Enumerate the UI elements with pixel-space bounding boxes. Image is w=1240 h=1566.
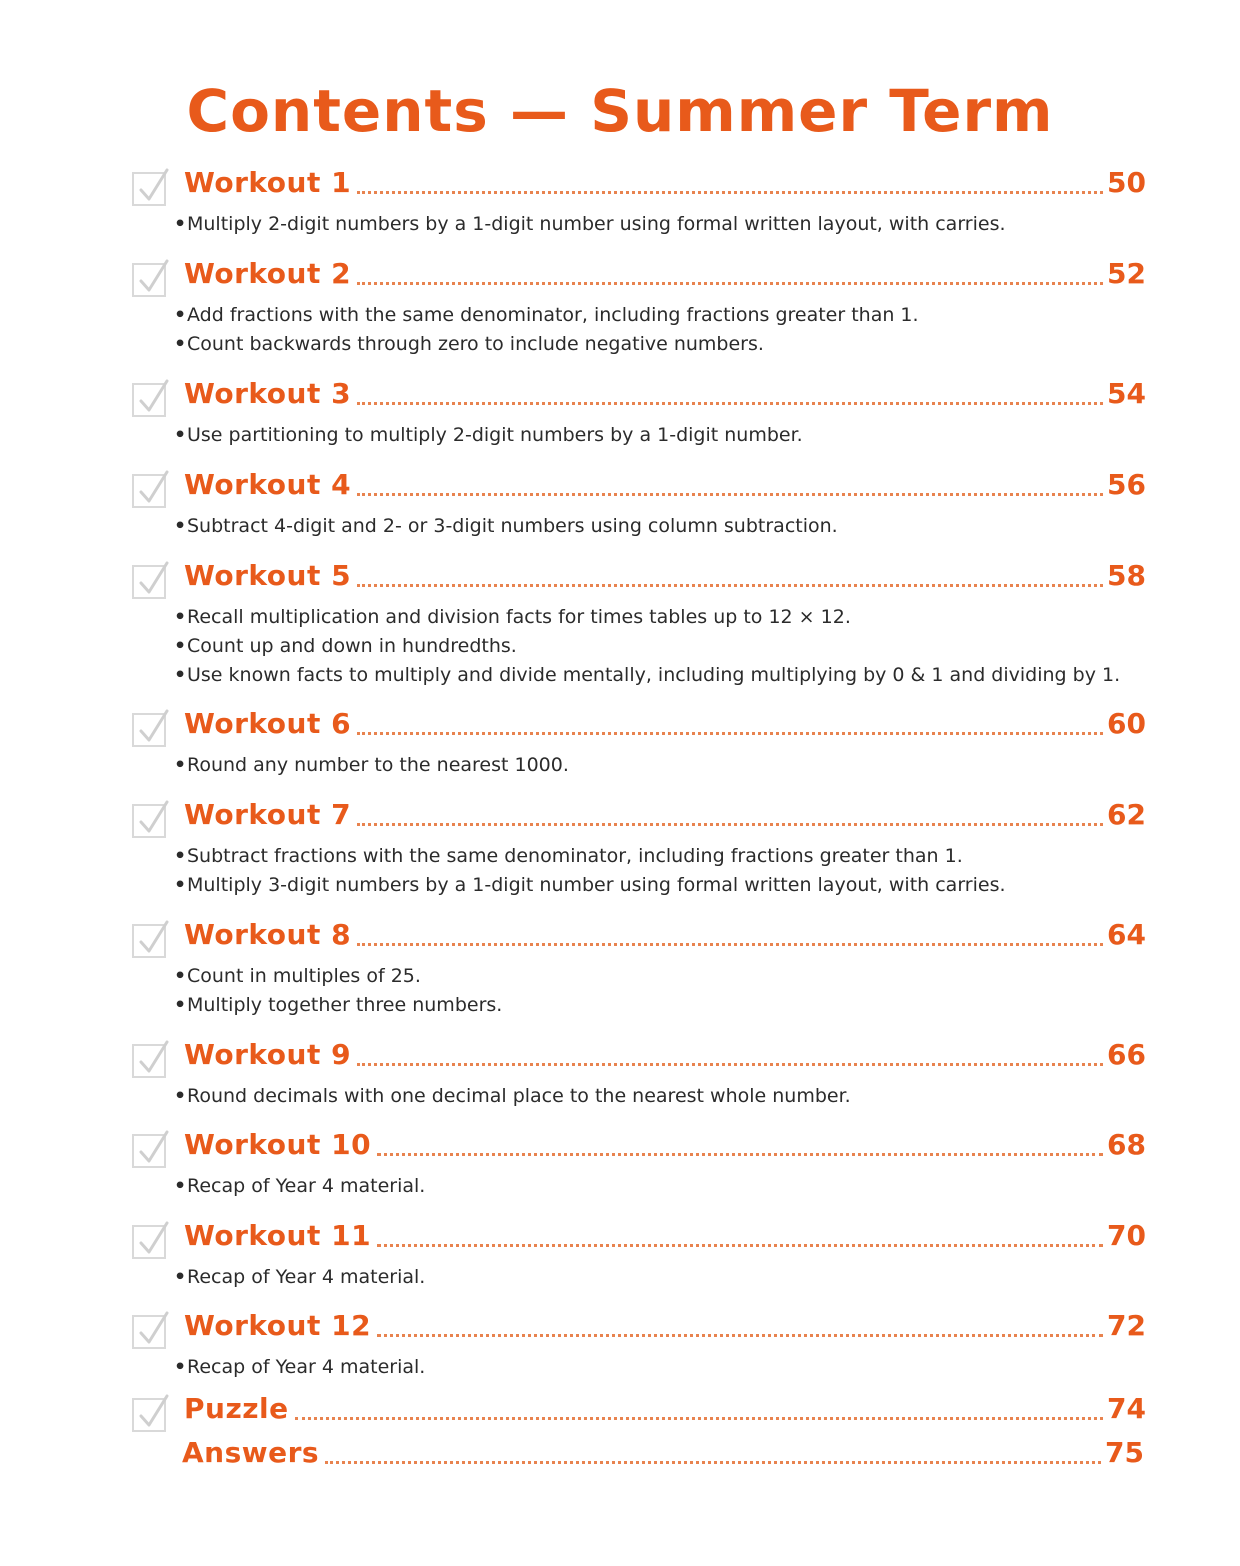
dot-leader bbox=[295, 1417, 1103, 1420]
page-number: 64 bbox=[1107, 918, 1146, 951]
check-mark-icon bbox=[137, 1130, 171, 1168]
dot-leader bbox=[357, 402, 1103, 405]
entry-heading[interactable] bbox=[184, 918, 1146, 960]
dot-leader bbox=[357, 1063, 1103, 1066]
entry-bullets bbox=[174, 842, 1006, 900]
check-mark-icon bbox=[137, 470, 171, 508]
bullet-text: Recall multiplication and division facts for times tables up to 12 × 12. bbox=[187, 606, 851, 628]
page-number: 54 bbox=[1107, 377, 1146, 410]
bullet-item bbox=[174, 632, 1120, 661]
entry-bullets bbox=[174, 421, 803, 450]
checkbox-icon[interactable] bbox=[132, 474, 166, 508]
entry-bullets bbox=[174, 1263, 425, 1292]
dot-leader bbox=[357, 584, 1103, 587]
check-mark-icon bbox=[137, 259, 171, 297]
entry-heading[interactable] bbox=[184, 1309, 1146, 1351]
page-number: 62 bbox=[1107, 798, 1146, 831]
bullet-dot: • bbox=[174, 874, 187, 896]
checkbox-icon[interactable] bbox=[132, 1134, 166, 1168]
checkbox-icon[interactable] bbox=[132, 172, 166, 206]
entry-title: Workout 10 bbox=[184, 1128, 372, 1161]
entry-bullets bbox=[174, 301, 919, 359]
entry-bullets bbox=[174, 962, 502, 1020]
bullet-dot: • bbox=[174, 333, 187, 355]
entry-heading[interactable] bbox=[184, 707, 1146, 749]
bullet-item bbox=[174, 512, 838, 541]
check-mark-icon bbox=[137, 1311, 171, 1349]
page-number: 58 bbox=[1107, 559, 1146, 592]
entry-bullets bbox=[174, 603, 1120, 690]
bullet-text: Count backwards through zero to include negative numbers. bbox=[187, 333, 764, 355]
entry-bullets bbox=[174, 1082, 851, 1111]
checkbox-icon[interactable] bbox=[132, 924, 166, 958]
entry-heading[interactable] bbox=[184, 1392, 1146, 1434]
checkbox-icon[interactable] bbox=[132, 713, 166, 747]
entry-title: Workout 2 bbox=[184, 257, 352, 290]
bullet-dot: • bbox=[174, 754, 187, 776]
dot-leader bbox=[357, 493, 1103, 496]
entry-title: Answers bbox=[182, 1436, 320, 1469]
page-title: Contents — Summer Term bbox=[186, 77, 1054, 145]
page-number: 56 bbox=[1107, 468, 1146, 501]
check-mark-icon bbox=[137, 1221, 171, 1259]
bullet-item bbox=[174, 1172, 425, 1201]
entry-heading[interactable] bbox=[184, 1219, 1146, 1261]
check-mark-icon bbox=[137, 379, 171, 417]
entry-bullets bbox=[174, 210, 1006, 239]
bullet-dot: • bbox=[174, 304, 187, 326]
bullet-text: Use partitioning to multiply 2-digit numbers by a 1-digit number. bbox=[187, 424, 803, 446]
entry-title: Workout 4 bbox=[184, 468, 352, 501]
bullet-item bbox=[174, 1263, 425, 1292]
page-number: 68 bbox=[1107, 1128, 1146, 1161]
page-number: 75 bbox=[1105, 1436, 1144, 1469]
dot-leader bbox=[377, 1334, 1103, 1337]
check-mark-icon bbox=[137, 800, 171, 838]
bullet-item bbox=[174, 421, 803, 450]
entry-bullets bbox=[174, 512, 838, 541]
bullet-item bbox=[174, 1082, 851, 1111]
entry-title: Workout 9 bbox=[184, 1038, 352, 1071]
page-number: 50 bbox=[1107, 166, 1146, 199]
entry-heading[interactable] bbox=[184, 1128, 1146, 1170]
entry-heading[interactable] bbox=[184, 1038, 1146, 1080]
entry-title: Puzzle bbox=[184, 1392, 289, 1425]
entry-heading[interactable] bbox=[184, 559, 1146, 601]
page-number: 74 bbox=[1107, 1392, 1146, 1425]
checkbox-icon[interactable] bbox=[132, 383, 166, 417]
bullet-text: Add fractions with the same denominator, including fractions greater than 1. bbox=[187, 304, 919, 326]
bullet-item bbox=[174, 962, 502, 991]
bullet-item bbox=[174, 661, 1120, 690]
page-number: 72 bbox=[1107, 1309, 1146, 1342]
check-mark-icon bbox=[137, 1040, 171, 1078]
bullet-item bbox=[174, 330, 919, 359]
entry-heading[interactable] bbox=[184, 377, 1146, 419]
bullet-text: Subtract fractions with the same denominator, including fractions greater than 1. bbox=[187, 845, 963, 867]
bullet-item bbox=[174, 210, 1006, 239]
entry-title: Workout 12 bbox=[184, 1309, 372, 1342]
dot-leader bbox=[377, 1153, 1103, 1156]
check-mark-icon bbox=[137, 1394, 171, 1432]
bullet-dot: • bbox=[174, 965, 187, 987]
entry-heading[interactable] bbox=[184, 468, 1146, 510]
dot-leader bbox=[357, 191, 1103, 194]
bullet-text: Count in multiples of 25. bbox=[187, 965, 421, 987]
bullet-dot: • bbox=[174, 213, 187, 235]
bullet-text: Round decimals with one decimal place to the nearest whole number. bbox=[187, 1085, 851, 1107]
check-mark-icon bbox=[137, 168, 171, 206]
entry-title: Workout 7 bbox=[184, 798, 352, 831]
bullet-text: Recap of Year 4 material. bbox=[187, 1356, 426, 1378]
bullet-dot: • bbox=[174, 424, 187, 446]
bullet-text: Multiply 3-digit numbers by a 1-digit number using formal written layout, with carries. bbox=[187, 874, 1006, 896]
bullet-dot: • bbox=[174, 845, 187, 867]
bullet-item bbox=[174, 842, 1006, 871]
checkbox-icon[interactable] bbox=[132, 1398, 166, 1432]
bullet-dot: • bbox=[174, 635, 187, 657]
entry-bullets bbox=[174, 1353, 425, 1382]
bullet-text: Subtract 4-digit and 2- or 3-digit numbers using column subtraction. bbox=[187, 515, 838, 537]
dot-leader bbox=[357, 282, 1103, 285]
bullet-text: Count up and down in hundredths. bbox=[187, 635, 517, 657]
entry-bullets bbox=[174, 1172, 425, 1201]
checkbox-icon[interactable] bbox=[132, 804, 166, 838]
entry-heading[interactable] bbox=[182, 1436, 1144, 1478]
entry-heading[interactable] bbox=[184, 166, 1146, 208]
entry-heading[interactable] bbox=[184, 257, 1146, 299]
entry-title: Workout 3 bbox=[184, 377, 352, 410]
dot-leader bbox=[357, 732, 1103, 735]
entry-title: Workout 5 bbox=[184, 559, 352, 592]
bullet-text: Multiply together three numbers. bbox=[187, 994, 503, 1016]
bullet-dot: • bbox=[174, 664, 187, 686]
bullet-dot: • bbox=[174, 1266, 187, 1288]
entry-title: Workout 6 bbox=[184, 707, 352, 740]
entry-heading[interactable] bbox=[184, 798, 1146, 840]
dot-leader bbox=[325, 1461, 1101, 1464]
checkbox-icon[interactable] bbox=[132, 1044, 166, 1078]
bullet-text: Multiply 2-digit numbers by a 1-digit number using formal written layout, with carries. bbox=[187, 213, 1006, 235]
bullet-item bbox=[174, 991, 502, 1020]
entry-title: Workout 1 bbox=[184, 166, 352, 199]
dot-leader bbox=[357, 823, 1103, 826]
bullet-item bbox=[174, 871, 1006, 900]
entry-title: Workout 11 bbox=[184, 1219, 372, 1252]
check-mark-icon bbox=[137, 920, 171, 958]
page-number: 70 bbox=[1107, 1219, 1146, 1252]
bullet-text: Round any number to the nearest 1000. bbox=[187, 754, 569, 776]
checkbox-icon[interactable] bbox=[132, 1315, 166, 1349]
check-mark-icon bbox=[137, 561, 171, 599]
bullet-item bbox=[174, 603, 1120, 632]
dot-leader bbox=[377, 1244, 1103, 1247]
bullet-dot: • bbox=[174, 515, 187, 537]
checkbox-icon[interactable] bbox=[132, 263, 166, 297]
checkbox-icon[interactable] bbox=[132, 565, 166, 599]
bullet-dot: • bbox=[174, 994, 187, 1016]
entry-title: Workout 8 bbox=[184, 918, 352, 951]
bullet-dot: • bbox=[174, 1356, 187, 1378]
bullet-text: Recap of Year 4 material. bbox=[187, 1175, 426, 1197]
dot-leader bbox=[357, 943, 1103, 946]
bullet-item bbox=[174, 1353, 425, 1382]
bullet-dot: • bbox=[174, 606, 187, 628]
bullet-dot: • bbox=[174, 1175, 187, 1197]
check-mark-icon bbox=[137, 709, 171, 747]
entry-bullets bbox=[174, 751, 569, 780]
checkbox-icon[interactable] bbox=[132, 1225, 166, 1259]
bullet-text: Recap of Year 4 material. bbox=[187, 1266, 426, 1288]
bullet-dot: • bbox=[174, 1085, 187, 1107]
page-number: 66 bbox=[1107, 1038, 1146, 1071]
page-number: 60 bbox=[1107, 707, 1146, 740]
page-number: 52 bbox=[1107, 257, 1146, 290]
bullet-item bbox=[174, 751, 569, 780]
bullet-item bbox=[174, 301, 919, 330]
bullet-text: Use known facts to multiply and divide mentally, including multiplying by 0 & 1 and dividing by 1. bbox=[187, 664, 1121, 686]
